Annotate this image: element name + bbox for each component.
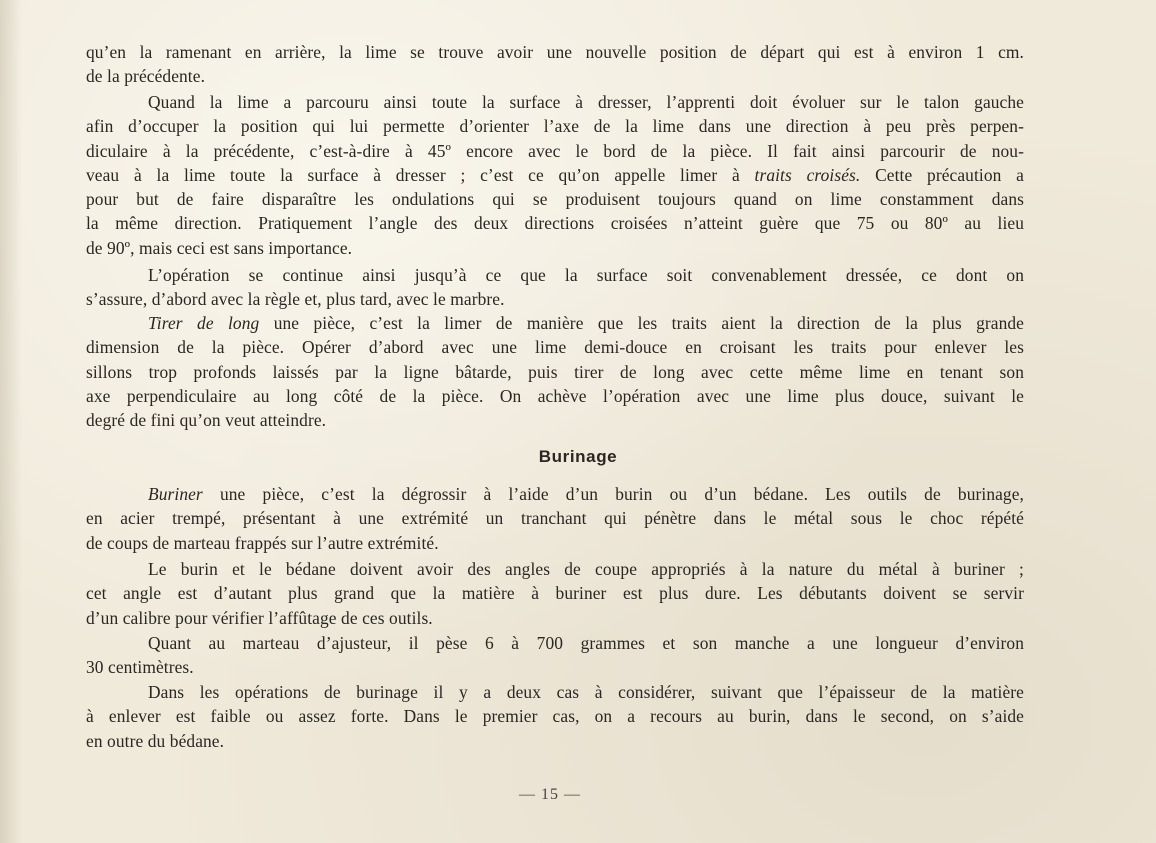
text-line (86, 311, 1024, 335)
text-line: dimension de la pièce. Opérer d’abord avec une lime demi-douce en croisant les traits pour enlever les (86, 337, 1024, 358)
italic-term: Tirer de long (148, 313, 260, 333)
paragraph-marteau (86, 631, 1024, 680)
section-heading: Burinage (538, 447, 618, 466)
paragraph-tirer-de-long (86, 311, 1024, 432)
text-line: d’un calibre pour vérifier l’affûtage de ces outils. (86, 607, 433, 628)
text-line: la même direction. Pratiquement l’angle des deux directions croisées n’atteint guère que 75 ou 80º au lieu (86, 213, 1024, 234)
text-span: veau à la lime toute la surface à dresser ; c’est ce qu’on appelle limer à (86, 164, 755, 185)
text-line (86, 482, 1024, 506)
text-line: Dans les opérations de burinage il y a deux cas à considérer, suivant que l’épaisseur de la matière (148, 682, 1024, 702)
text-line: Quand la lime a parcouru ainsi toute la surface à dresser, l’apprenti doit évoluer sur le talon gauche (148, 92, 1024, 112)
text-line (86, 163, 1024, 187)
text-span: une pièce, c’est la limer de manière que les traits aient la direction de la plus grande (259, 313, 1025, 333)
text-span: Cette précaution a (860, 164, 1024, 185)
text-line: Le burin et le bédane doivent avoir des angles de coupe appropriés à la nature du métal à buriner ; (148, 559, 1024, 579)
text-line: en acier trempé, présentant à une extrémité un tranchant qui pénètre dans le métal sous le choc répété (86, 508, 1024, 529)
text-line: de 90º, mais ceci est sans importance. (86, 237, 353, 258)
text-line: cet angle est d’autant plus grand que la matière à buriner est plus dure. Les débutants doivent se servir (86, 583, 1024, 604)
text-line: degré de fini qu’on veut atteindre. (86, 410, 327, 431)
paragraph-cas-burinage (86, 680, 1024, 753)
paragraph-continuation (86, 40, 1024, 89)
text-line: axe perpendiculaire au long côté de la pièce. On achève l’opération avec une lime plus douce, suivant le (86, 385, 1024, 406)
text-line: afin d’occuper la position qui lui permette d’orienter l’axe de la lime dans une direction à peu près perpen- (86, 116, 1024, 137)
text-line: pour but de faire disparaître les ondulations qui se produisent toujours quand on lime constamment dans (86, 189, 1024, 210)
text-line: de coups de marteau frappés sur l’autre extrémité. (86, 532, 439, 553)
paragraph-angles-de-coupe (86, 557, 1024, 630)
text-line: de la précédente. (86, 66, 206, 87)
paragraph-buriner (86, 482, 1024, 555)
page-number: — 15 — (519, 786, 581, 803)
text-line: diculaire à la précédente, c’est-à-dire à 45º encore avec le bord de la pièce. Il fait ainsi parcourir de nou- (86, 140, 1024, 161)
text-line: à enlever est faible ou assez forte. Dans le premier cas, on a recours au burin, dans le second, on s’aide (86, 706, 1024, 727)
text-line: en outre du bédane. (86, 730, 225, 751)
text-line: L’opération se continue ainsi jusqu’à ce que la surface soit convenablement dressée, ce dont on (148, 265, 1024, 285)
text-line: 30 centimètres. (86, 657, 194, 678)
paragraph-traits-croises (86, 90, 1024, 260)
text-line: qu’en la ramenant en arrière, la lime se trouve avoir une nouvelle position de départ qui est à environ 1 cm. (86, 42, 1024, 62)
text-line: Quant au marteau d’ajusteur, il pèse 6 à 700 grammes et son manche a une longueur d’environ (148, 633, 1024, 653)
text-span: une pièce, c’est la dégrossir à l’aide d’un burin ou d’un bédane. Les outils de burinage, (202, 484, 1024, 504)
text-line: sillons trop profonds laissés par la ligne bâtarde, puis tirer de long avec cette même lime en tenant son (86, 361, 1024, 382)
text-line: s’assure, d’abord avec la règle et, plus tard, avec le marbre. (86, 289, 505, 310)
italic-term: Buriner (148, 484, 203, 504)
italic-term: traits croisés. (754, 164, 861, 185)
paragraph-dressage (86, 263, 1024, 312)
